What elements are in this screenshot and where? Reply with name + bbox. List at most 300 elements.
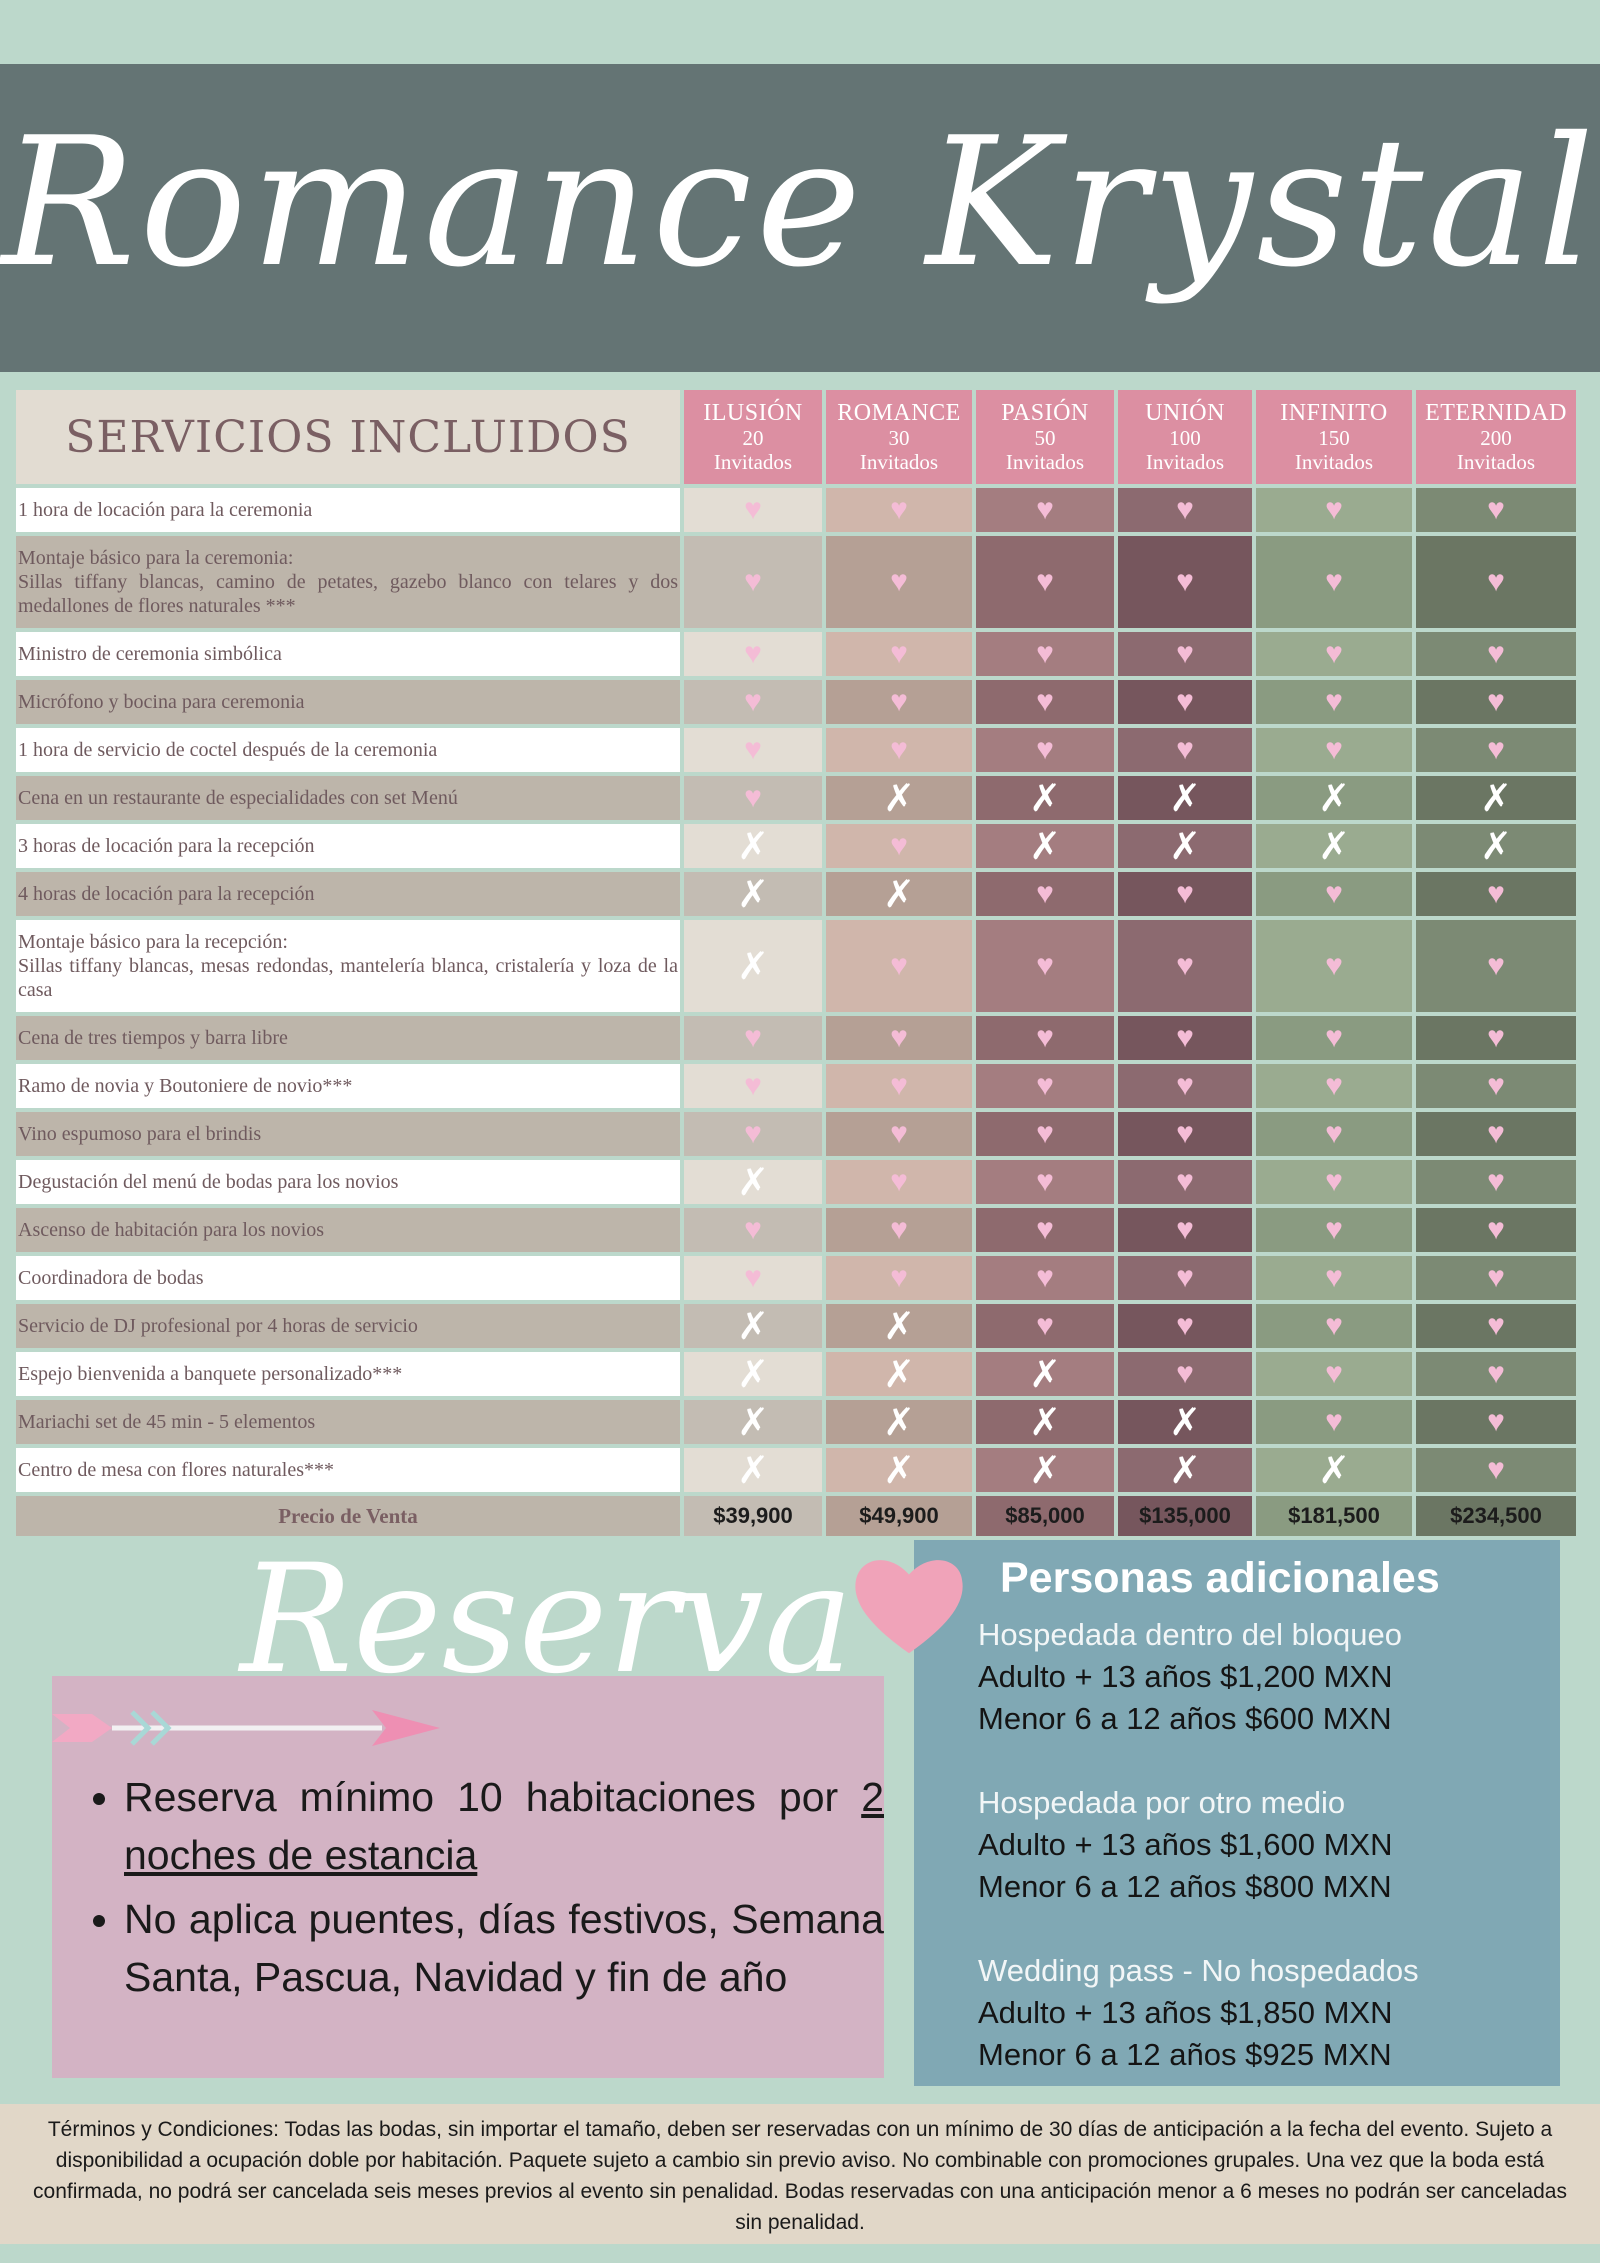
heart-included-icon: ♥ [1487,1165,1505,1198]
reserva-item-rooms-underlined: 2 noches de estancia [124,1774,884,1878]
package-guests-label: Invitados [1456,450,1536,474]
service-cell [684,872,822,916]
service-cell [1256,1208,1412,1252]
heart-included-icon: ♥ [744,1261,762,1294]
package-price: $39,900 [684,1496,822,1536]
personas-minor-price: Menor 6 a 12 años $600 MXN [978,1701,1392,1736]
reserva-item-rooms-text: Reserva mínimo 10 habitaciones por [124,1774,862,1820]
service-cell [1118,1304,1252,1348]
heart-included-icon: ♥ [1325,685,1343,718]
heart-included-icon: ♥ [744,1069,762,1102]
reserva-title: Reserva [240,1533,854,1707]
service-cell [1256,728,1412,772]
service-cell [684,1160,822,1204]
service-cell [826,632,972,676]
service-cell [1416,488,1576,532]
heart-included-icon: ♥ [890,1069,908,1102]
terms-and-conditions: Términos y Condiciones: Todas las bodas, sin importar el tamaño, deben ser reservadas con un mínimo de 30 días de anticipación a la fecha del evento. Sujeto a disponibilidad a ocupación doble por habitación. Paquete sujeto a cambio sin previo aviso. No combinable con promociones grupales. Una vez que la boda está confirmada, no podrá ser cancelada seis meses previos al evento sin penalidad. Bodas reservadas con una anticipación menor a 6 meses no podrán ser canceladas sin penalidad. [0,2104,1600,2244]
cross-excluded-icon: ✗ [737,1352,769,1396]
service-cell [1256,1304,1412,1348]
service-cell [1416,776,1576,820]
service-cell [1118,1256,1252,1300]
heart-included-icon: ♥ [1176,1357,1194,1390]
heart-included-icon: ♥ [744,1213,762,1246]
heart-included-icon: ♥ [744,637,762,670]
service-label: Centro de mesa con flores naturales*** [16,1448,680,1492]
package-name: UNIÓN [1145,400,1225,426]
service-cell [684,488,822,532]
cross-excluded-icon: ✗ [737,824,769,868]
heart-included-icon: ♥ [1325,1405,1343,1438]
package-guests-label: Invitados [713,450,793,474]
heart-included-icon: ♥ [1036,685,1054,718]
service-cell [826,1352,972,1396]
service-cell [1416,680,1576,724]
brand-title: Romance Krystal [1,99,1599,306]
service-cell [1416,1064,1576,1108]
service-cell [826,1160,972,1204]
heart-included-icon: ♥ [890,829,908,862]
heart-included-icon: ♥ [1176,1213,1194,1246]
service-label: Cena de tres tiempos y barra libre [16,1016,680,1060]
cross-excluded-icon: ✗ [737,1160,769,1204]
heart-included-icon: ♥ [1325,1261,1343,1294]
personas-group-otro-medio [978,1782,1538,1908]
service-cell [684,728,822,772]
cross-excluded-icon: ✗ [737,1400,769,1444]
service-cell [684,1064,822,1108]
service-cell [684,1016,822,1060]
personas-group-wedding-pass [978,1950,1538,2076]
service-cell [1118,1448,1252,1492]
service-cell [1256,488,1412,532]
service-cell [1416,1448,1576,1492]
service-cell [684,1400,822,1444]
heart-included-icon: ♥ [744,685,762,718]
cross-excluded-icon: ✗ [737,944,769,988]
service-cell [1256,632,1412,676]
service-cell [976,1400,1114,1444]
cross-excluded-icon: ✗ [883,1400,915,1444]
package-guests-number: 150 [1318,426,1350,450]
reserva-list [84,1768,884,2012]
service-cell [684,1208,822,1252]
package-header [1256,390,1412,484]
personas-adult-price: Adulto + 13 años $1,600 MXN [978,1827,1393,1862]
service-cell [826,1304,972,1348]
heart-included-icon: ♥ [1176,1309,1194,1342]
heart-included-icon: ♥ [744,733,762,766]
service-cell [826,1016,972,1060]
service-label: Cena en un restaurante de especialidades con set Menú [16,776,680,820]
cross-excluded-icon: ✗ [1029,1400,1061,1444]
service-label: Ministro de ceremonia simbólica [16,632,680,676]
price-label: Precio de Venta [16,1496,680,1536]
service-cell [1416,1304,1576,1348]
service-cell [1256,1256,1412,1300]
heart-included-icon: ♥ [744,565,762,598]
heart-included-icon: ♥ [1176,733,1194,766]
package-guests-number: 100 [1169,426,1201,450]
service-cell [1118,1016,1252,1060]
service-cell [826,536,972,628]
personas-group-subtitle: Hospedada por otro medio [978,1785,1346,1820]
heart-included-icon: ♥ [1325,877,1343,910]
service-cell [976,824,1114,868]
heart-included-icon: ♥ [1036,637,1054,670]
personas-minor-price: Menor 6 a 12 años $925 MXN [978,2037,1392,2072]
service-cell [826,728,972,772]
service-cell [1256,1064,1412,1108]
heart-included-icon: ♥ [1325,493,1343,526]
heart-included-icon: ♥ [1487,1357,1505,1390]
cross-excluded-icon: ✗ [1029,1448,1061,1492]
personas-adicionales-title: Personas adicionales [1000,1554,1440,1602]
heart-included-icon: ♥ [1036,1213,1054,1246]
package-guests-number: 200 [1480,426,1512,450]
heart-included-icon: ♥ [1036,1261,1054,1294]
heart-included-icon: ♥ [890,1117,908,1150]
service-label: Ramo de novia y Boutoniere de novio*** [16,1064,680,1108]
service-label: Vino espumoso para el brindis [16,1112,680,1156]
service-cell [684,824,822,868]
service-cell [1256,1400,1412,1444]
heart-included-icon: ♥ [1176,877,1194,910]
personas-group-subtitle: Wedding pass - No hospedados [978,1953,1419,1988]
service-cell [976,1448,1114,1492]
service-cell [1256,776,1412,820]
service-label: Degustación del menú de bodas para los novios [16,1160,680,1204]
service-cell [976,1112,1114,1156]
cross-excluded-icon: ✗ [1318,824,1350,868]
service-label: 1 hora de locación para la ceremonia [16,488,680,532]
service-cell [1256,1352,1412,1396]
heart-included-icon: ♥ [890,949,908,982]
service-label: 4 horas de locación para la recepción [16,872,680,916]
service-cell [1256,680,1412,724]
service-cell [1256,1448,1412,1492]
service-cell [976,728,1114,772]
cross-excluded-icon: ✗ [737,1304,769,1348]
heart-included-icon: ♥ [1487,1021,1505,1054]
service-cell [976,680,1114,724]
service-cell [1416,1016,1576,1060]
service-cell [1416,824,1576,868]
cross-excluded-icon: ✗ [1029,824,1061,868]
service-cell [1118,1400,1252,1444]
service-cell [1256,872,1412,916]
package-header [1118,390,1252,484]
package-name: PASIÓN [1001,400,1089,426]
heart-included-icon: ♥ [1487,1453,1505,1486]
services-header: SERVICIOS INCLUIDOS [16,390,680,484]
cross-excluded-icon: ✗ [1169,776,1201,820]
heart-included-icon: ♥ [1036,1021,1054,1054]
cross-excluded-icon: ✗ [883,1448,915,1492]
service-cell [826,920,972,1012]
service-cell [1118,632,1252,676]
service-label: 1 hora de servicio de coctel después de la ceremonia [16,728,680,772]
heart-included-icon: ♥ [1487,637,1505,670]
service-cell [826,1448,972,1492]
service-cell [1416,536,1576,628]
heart-included-icon: ♥ [1325,637,1343,670]
service-cell [976,536,1114,628]
heart-included-icon: ♥ [890,1213,908,1246]
heart-included-icon: ♥ [1325,1117,1343,1150]
service-label: Servicio de DJ profesional por 4 horas de servicio [16,1304,680,1348]
service-cell [826,680,972,724]
service-cell [976,1256,1114,1300]
service-label: 3 horas de locación para la recepción [16,824,680,868]
heart-included-icon: ♥ [1487,877,1505,910]
package-price: $49,900 [826,1496,972,1536]
service-cell [976,776,1114,820]
service-cell [976,920,1114,1012]
heart-included-icon: ♥ [890,1165,908,1198]
heart-included-icon: ♥ [1036,1309,1054,1342]
heart-included-icon: ♥ [1325,1165,1343,1198]
heart-included-icon: ♥ [890,733,908,766]
service-cell [1256,824,1412,868]
service-cell [976,1304,1114,1348]
personas-adult-price: Adulto + 13 años $1,850 MXN [978,1995,1393,2030]
package-name: ROMANCE [837,400,961,426]
service-cell [1118,728,1252,772]
heart-included-icon: ♥ [1176,493,1194,526]
service-cell [1256,1112,1412,1156]
service-cell [826,872,972,916]
cross-excluded-icon: ✗ [1169,824,1201,868]
service-cell [1416,1208,1576,1252]
heart-included-icon: ♥ [1325,949,1343,982]
heart-included-icon: ♥ [744,493,762,526]
service-cell [976,1160,1114,1204]
heart-included-icon: ♥ [1487,949,1505,982]
heart-included-icon: ♥ [1036,877,1054,910]
package-price: $234,500 [1416,1496,1576,1536]
service-cell [976,872,1114,916]
service-cell [976,1016,1114,1060]
heart-included-icon: ♥ [1036,1165,1054,1198]
package-guests-label: Invitados [1145,450,1225,474]
heart-included-icon: ♥ [1487,1069,1505,1102]
service-cell [826,776,972,820]
package-price: $181,500 [1256,1496,1412,1536]
heart-included-icon: ♥ [744,1117,762,1150]
package-guests-label: Invitados [1005,450,1085,474]
service-cell [684,680,822,724]
service-cell [1256,1160,1412,1204]
service-cell [1118,824,1252,868]
service-cell [1256,1016,1412,1060]
package-guests-number: 50 [1034,426,1056,450]
service-cell [1118,1112,1252,1156]
service-cell [684,1448,822,1492]
package-header [826,390,972,484]
cross-excluded-icon: ✗ [737,1448,769,1492]
service-cell [826,1400,972,1444]
heart-included-icon: ♥ [1176,949,1194,982]
service-cell [684,920,822,1012]
heart-included-icon: ♥ [1487,1309,1505,1342]
service-cell [976,488,1114,532]
service-cell [1118,536,1252,628]
service-cell [1416,1256,1576,1300]
service-label: Montaje básico para la ceremonia: Sillas tiffany blancas, camino de petates, gazebo blanco con telares y dos medallones de flores naturales *** [16,536,680,628]
package-name: ILUSIÓN [703,400,803,426]
personas-minor-price: Menor 6 a 12 años $800 MXN [978,1869,1392,1904]
cross-excluded-icon: ✗ [883,1304,915,1348]
service-cell [1416,872,1576,916]
service-cell [976,1064,1114,1108]
heart-included-icon: ♥ [1036,565,1054,598]
cross-excluded-icon: ✗ [1169,1400,1201,1444]
service-cell [1118,488,1252,532]
heart-included-icon: ♥ [1176,1117,1194,1150]
heart-included-icon: ♥ [1176,565,1194,598]
heart-included-icon: ♥ [890,1261,908,1294]
service-cell [1118,1208,1252,1252]
package-guests-label: Invitados [859,450,939,474]
heart-included-icon: ♥ [890,637,908,670]
heart-included-icon: ♥ [1487,1213,1505,1246]
reserva-item-rooms [124,1768,884,1884]
personas-group-subtitle: Hospedada dentro del bloqueo [978,1617,1403,1652]
service-cell [826,1112,972,1156]
heart-included-icon: ♥ [890,493,908,526]
cross-excluded-icon: ✗ [1029,776,1061,820]
service-cell [1416,728,1576,772]
heart-included-icon: ♥ [1176,637,1194,670]
package-header [684,390,822,484]
service-cell [826,1064,972,1108]
package-header [1416,390,1576,484]
heart-included-icon: ♥ [1176,1261,1194,1294]
cross-excluded-icon: ✗ [1169,1448,1201,1492]
service-cell [1416,632,1576,676]
service-cell [684,1112,822,1156]
cross-excluded-icon: ✗ [883,872,915,916]
heart-included-icon: ♥ [1036,1117,1054,1150]
service-cell [976,1352,1114,1396]
package-guests-number: 30 [888,426,910,450]
service-cell [1118,1352,1252,1396]
service-label: Montaje básico para la recepción: Sillas tiffany blancas, mesas redondas, mantelería blanca, cristalería y loza de la casa [16,920,680,1012]
heart-included-icon: ♥ [1325,1021,1343,1054]
heart-included-icon: ♥ [744,781,762,814]
heart-included-icon: ♥ [1036,1069,1054,1102]
service-cell [1416,1112,1576,1156]
service-cell [684,1256,822,1300]
service-label: Mariachi set de 45 min - 5 elementos [16,1400,680,1444]
service-cell [1256,920,1412,1012]
heart-included-icon: ♥ [1036,949,1054,982]
service-cell [826,824,972,868]
cross-excluded-icon: ✗ [1029,1352,1061,1396]
package-name: INFINITO [1280,400,1388,426]
heart-included-icon: ♥ [1487,1117,1505,1150]
heart-included-icon: ♥ [1487,565,1505,598]
service-cell [1416,1160,1576,1204]
service-cell [1416,1352,1576,1396]
service-cell [1118,680,1252,724]
packages-table [16,390,1570,1536]
heart-included-icon: ♥ [744,1021,762,1054]
package-guests-number: 20 [742,426,764,450]
heart-included-icon: ♥ [1325,1069,1343,1102]
heart-included-icon: ♥ [1487,733,1505,766]
heart-included-icon: ♥ [1325,1309,1343,1342]
reserva-item-exclusions: • No aplica puentes, días festivos, Semana Santa, Pascua, Navidad y fin de año [124,1890,884,2006]
cross-excluded-icon: ✗ [883,1352,915,1396]
cross-excluded-icon: ✗ [1480,776,1512,820]
cross-excluded-icon: ✗ [1480,824,1512,868]
personas-group-bloqueo [978,1614,1538,1740]
service-cell [684,776,822,820]
cross-excluded-icon: ✗ [737,872,769,916]
service-cell [826,1208,972,1252]
personas-adult-price: Adulto + 13 años $1,200 MXN [978,1659,1393,1694]
heart-included-icon: ♥ [1036,493,1054,526]
service-cell [826,1256,972,1300]
heart-included-icon: ♥ [1176,1069,1194,1102]
heart-included-icon: ♥ [1487,1261,1505,1294]
heart-included-icon: ♥ [1176,1021,1194,1054]
service-cell [1118,776,1252,820]
service-cell [684,1304,822,1348]
service-cell [684,1352,822,1396]
service-cell [1416,920,1576,1012]
heart-included-icon: ♥ [890,685,908,718]
service-cell [684,536,822,628]
package-header [976,390,1114,484]
service-label: Micrófono y bocina para ceremonia [16,680,680,724]
service-cell [1118,1160,1252,1204]
heart-included-icon: ♥ [1487,1405,1505,1438]
heart-included-icon: ♥ [1176,1165,1194,1198]
service-cell [1416,1400,1576,1444]
package-price: $135,000 [1118,1496,1252,1536]
cross-excluded-icon: ✗ [1318,1448,1350,1492]
cross-excluded-icon: ✗ [1318,776,1350,820]
heart-included-icon: ♥ [1325,1213,1343,1246]
heart-included-icon: ♥ [890,1021,908,1054]
package-price: $85,000 [976,1496,1114,1536]
service-label: Espejo bienvenida a banquete personalizado*** [16,1352,680,1396]
service-cell [684,632,822,676]
cross-excluded-icon: ✗ [883,776,915,820]
heart-included-icon: ♥ [1325,565,1343,598]
heart-included-icon: ♥ [1325,733,1343,766]
package-guests-label: Invitados [1294,450,1374,474]
service-cell [1118,920,1252,1012]
heart-included-icon: ♥ [1487,493,1505,526]
service-label: Ascenso de habitación para los novios [16,1208,680,1252]
service-cell [1256,536,1412,628]
service-cell [976,632,1114,676]
service-cell [1118,1064,1252,1108]
heart-included-icon: ♥ [1325,1357,1343,1390]
package-name: ETERNIDAD [1425,400,1567,426]
service-cell [976,1208,1114,1252]
service-label: Coordinadora de bodas [16,1256,680,1300]
service-cell [826,488,972,532]
heart-included-icon: ♥ [890,565,908,598]
heart-icon [850,1550,968,1660]
heart-included-icon: ♥ [1036,733,1054,766]
heart-included-icon: ♥ [1176,685,1194,718]
